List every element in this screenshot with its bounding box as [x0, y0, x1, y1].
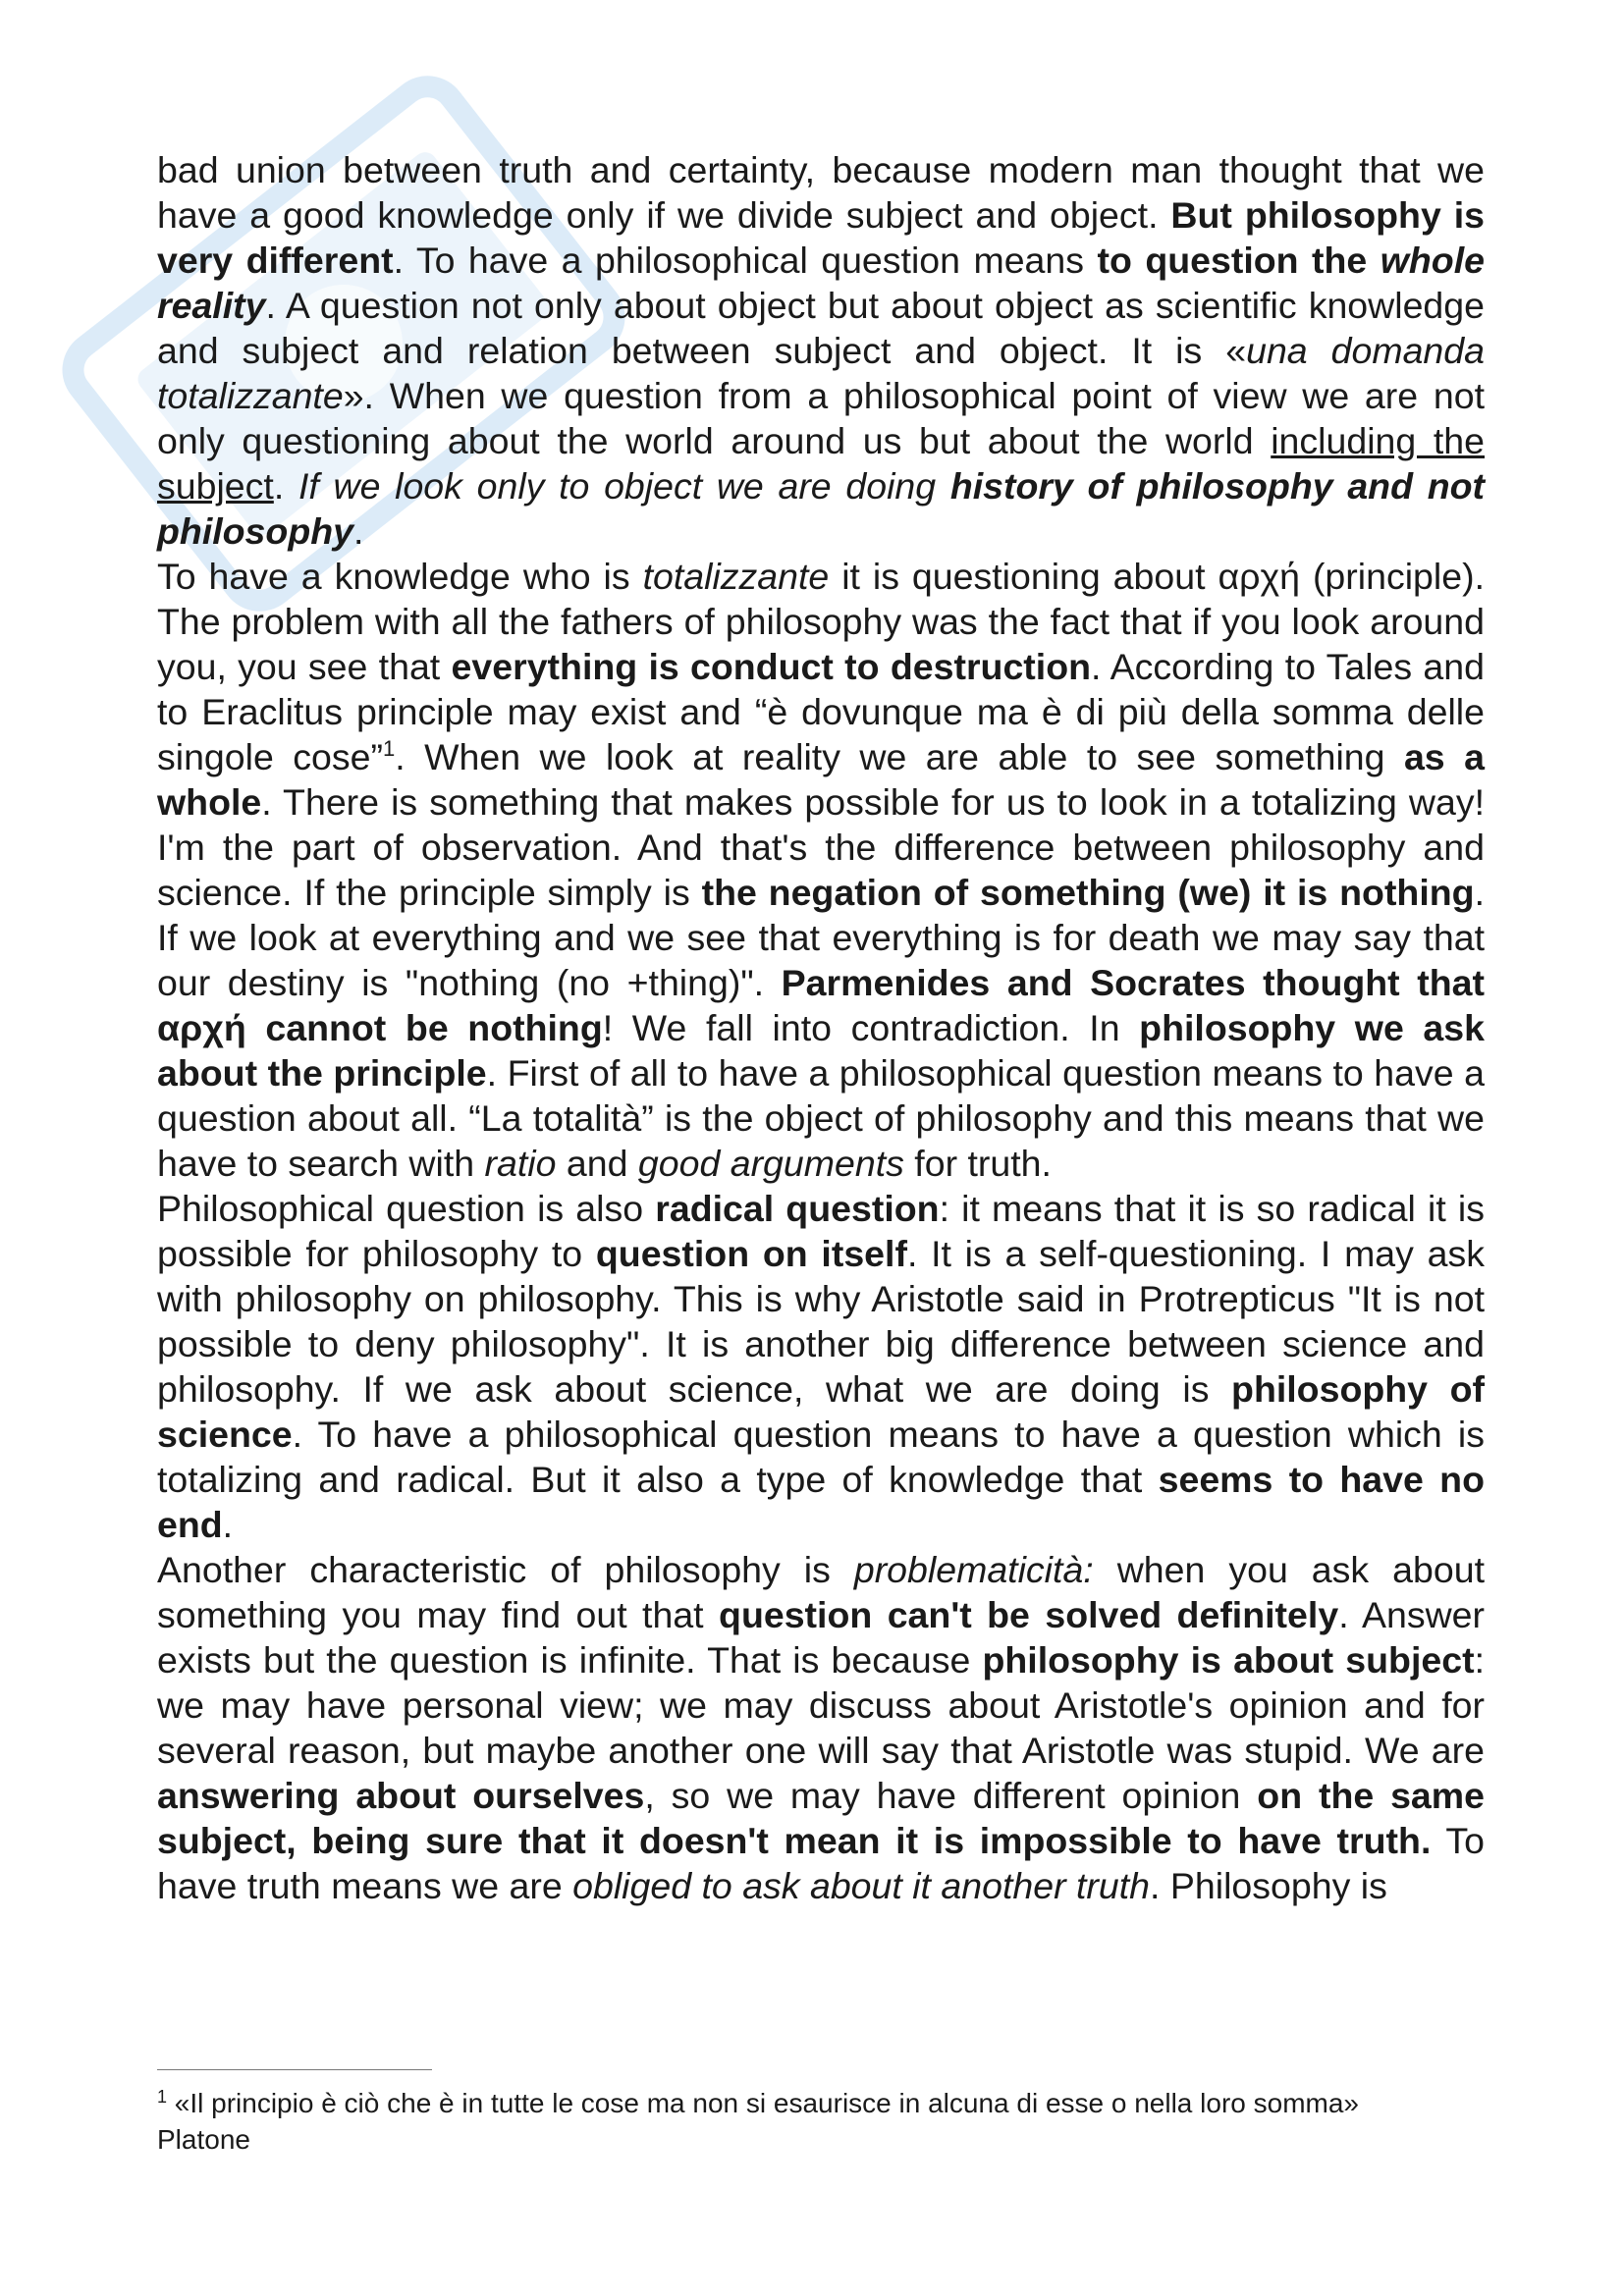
text-run: , so we may have different opinion — [644, 1775, 1258, 1816]
bold-text: on the same subject, being sure that it doesn't mean it is impossible to have truth. — [157, 1775, 1485, 1861]
text-run: . To have a philosophical question means to have a question which is totalizing and radical. But it also a type of knowledge that — [157, 1414, 1485, 1500]
italic-text: problematicità: — [853, 1549, 1094, 1590]
italic-text: una domanda totalizzante — [157, 330, 1486, 416]
bold-text: seems to have no end — [157, 1459, 1485, 1545]
text-run: . When we look at reality we are able to see something — [395, 736, 1404, 777]
text-run: . To have a philosophical question means — [393, 240, 1098, 281]
text-run: . Answer exists but the question is infinite. That is because — [157, 1594, 1486, 1681]
footnote-line — [157, 2085, 1485, 2121]
text-run: . First of all to have a philosophical question means to have a question about all. “La totalità” is the object of philosophy and this means that we have to search with — [157, 1052, 1485, 1184]
text-run: . It is a self-questioning. I may ask with philosophy on philosophy. This is why Aristotle said in Protrepticus "It is not possible to deny philosophy". It is another big difference between science and philosophy. If we ask about science, what we are doing is — [157, 1233, 1486, 1410]
footnote-separator — [157, 2069, 432, 2070]
bold-text: philosophy of science — [157, 1368, 1485, 1455]
bold-italic-text: whole reality — [157, 240, 1485, 326]
footnote — [157, 2085, 1485, 2158]
footnote-ref: 1 — [383, 736, 396, 761]
paragraph-3 — [157, 1186, 1485, 1547]
bold-text: the negation of something (we) it is nothing — [701, 872, 1475, 913]
text-run: : it means that it is so radical it is possible for philosophy to — [157, 1188, 1485, 1274]
footnote-marker: 1 — [157, 2087, 168, 2107]
text-run: To have a knowledge who is — [157, 556, 643, 597]
text-run: . — [222, 1504, 234, 1545]
paragraph-4 — [157, 1547, 1485, 1908]
text-run: . If we look at everything and we see that everything is for death we may say that our destiny is "nothing (no +thing)". — [157, 872, 1485, 1003]
text-run: Another characteristic of philosophy is — [157, 1549, 854, 1590]
bold-text: question on itself — [595, 1233, 907, 1274]
text-run: Philosophical question is also — [157, 1188, 656, 1229]
bold-text: But philosophy is very different — [157, 194, 1486, 281]
text-run: when you ask about something you may find out that — [157, 1549, 1485, 1635]
bold-text: philosophy is about subject — [982, 1639, 1475, 1681]
italic-text: ratio — [484, 1143, 557, 1184]
text-run: . According to Tales and to Eraclitus principle may exist and “è dovunque ma è di più della somma delle singole cose” — [157, 646, 1485, 777]
text-run: bad union between truth and certainty, because modern man thought that we have a good knowledge only if we divide subject and object. — [157, 149, 1485, 236]
text-run: To have truth means we are — [157, 1820, 1485, 1906]
paragraph-2 — [157, 554, 1485, 1186]
text-run: . — [353, 510, 364, 552]
document-body — [157, 147, 1485, 1908]
bold-text: as a whole — [157, 736, 1485, 823]
bold-text: answering about ourselves — [157, 1775, 645, 1816]
text-run: and — [556, 1143, 638, 1184]
bold-text: Parmenides and Socrates thought that αρχή cannot be nothing — [157, 962, 1485, 1048]
bold-italic-text: history of philosophy and not philosophy — [157, 465, 1485, 552]
text-run: . — [273, 465, 298, 507]
italic-text: If we look only to object we are doing — [298, 465, 950, 507]
text-run: : we may have personal view; we may discuss about Aristotle's opinion and for several reason, but maybe another one will say that Aristotle was stupid. We are — [157, 1639, 1486, 1771]
text-run: . A question not only about object but about object as scientific knowledge and subject and relation between subject and object. It is « — [157, 285, 1485, 371]
text-run: ». When we question from a philosophical point of view we are not only questioning about the world around us but about the world — [157, 375, 1485, 461]
bold-text: question can't be solved definitely — [719, 1594, 1339, 1635]
text-run: . There is something that makes possible for us to look in a totalizing way! I'm the part of observation. And that's the difference between philosophy and science. If the principle simply is — [157, 781, 1485, 913]
bold-text: to question the — [1097, 240, 1380, 281]
footnote-author: Platone — [157, 2124, 250, 2155]
paragraph-1 — [157, 147, 1485, 554]
italic-text: obliged to ask about it another truth — [572, 1865, 1151, 1906]
text-run: for truth. — [903, 1143, 1052, 1184]
italic-text: totalizzante — [642, 556, 830, 597]
text-run: ! We fall into contradiction. In — [602, 1007, 1140, 1048]
text-run: it is questioning about αρχή (principle). The problem with all the fathers of philosophy was the fact that if you look around you, you see that — [157, 556, 1485, 687]
italic-text: good arguments — [637, 1143, 904, 1184]
footnote-text: «Il principio è ciò che è in tutte le cose ma non si esaurisce in alcuna di esse o nella loro somma» — [167, 2088, 1359, 2118]
bold-text: radical question — [655, 1188, 940, 1229]
text-run: . Philosophy is — [1150, 1865, 1387, 1906]
bold-text: everything is conduct to destruction — [451, 646, 1092, 687]
underlined-text: including the subject — [157, 420, 1486, 507]
bold-text: philosophy we ask about the principle — [157, 1007, 1485, 1094]
